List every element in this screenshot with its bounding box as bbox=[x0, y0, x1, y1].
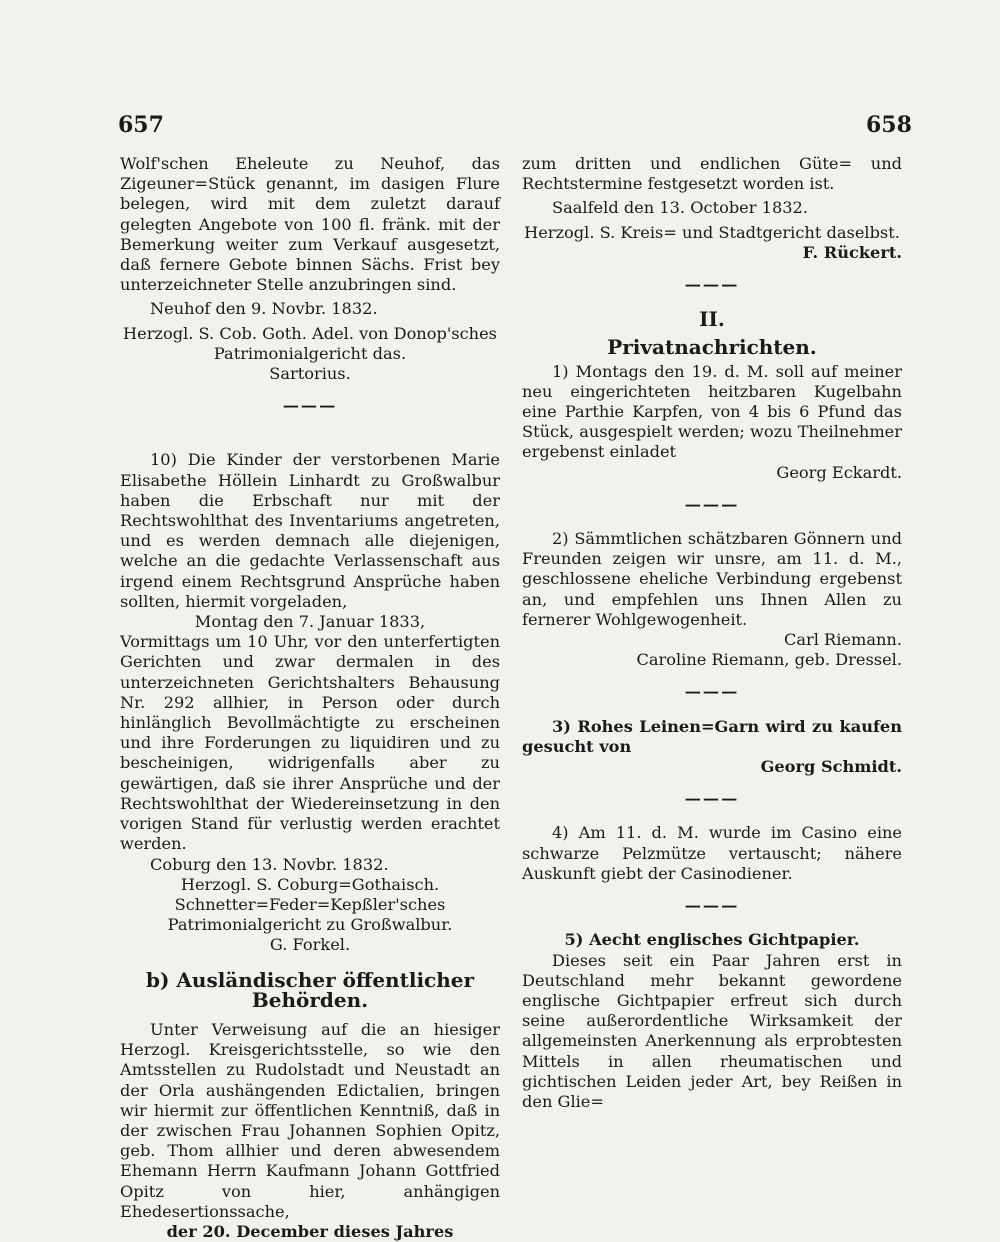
notice-date-coburg: Coburg den 13. Novbr. 1832. bbox=[150, 854, 389, 874]
notice-continuation: Wolf'schen Eheleute zu Neuhof, das Zigeuner=Stück genannt, im dasigen Flure belegen, wird mit dem zuletzt darauf gelegten Angebote von 100 fl. fränk. mit der Bemerkung weiter zum Verkauf ausgesetzt, daß fernere Gebote binnen Sächs. Frist bey unterzeichneter Stelle anzubringen sind. bbox=[120, 154, 500, 295]
ad-4-text: 4) Am 11. d. M. wurde im Casino eine schwarze Pelzmütze vertauscht; nähere Auskunft giebt der Casinodiener. bbox=[522, 823, 902, 883]
signature-rueckert: F. Rückert. bbox=[802, 242, 902, 262]
separator-rule: ——— bbox=[684, 275, 740, 295]
notice-10-text: 10) Die Kinder der verstorbenen Marie Elisabethe Höllein Linhardt zu Großwalbur haben die Erbschaft nur mit der Rechtswohlthat des Inventariums angetreten, und es werden demnach alle diejenigen, welche an die gedachte Verlassenschaft aus irgend einem Rechtsgrund Ansprüche haben sollten, hiermit vorgeladen, bbox=[120, 450, 500, 611]
ad-5-title: 5) Aecht englisches Gichtpapier. bbox=[564, 930, 860, 950]
right-column bbox=[522, 154, 902, 1112]
ad-1-text: 1) Montags den 19. d. M. soll auf meiner neu eingerichteten heitzbaren Kugelbahn eine Parthie Karpfen, von 4 bis 6 Pfund das Stück, ausgespielt werden; wozu Theilnehmer ergebenst einladet bbox=[522, 361, 902, 462]
edict-continuation: zum dritten und endlichen Güte= und Rechtstermine festgesetzt worden ist. bbox=[522, 154, 902, 194]
ad-2-signature-bride: Caroline Riemann, geb. Dressel. bbox=[636, 650, 902, 670]
edict-text: Unter Verweisung auf die an hiesiger Herzogl. Kreisgerichtsstelle, so wie den Amtsstellen zu Rudolstadt und Neustadt an der Orla aushängenden Edictalien, bringen wir hiermit zur öffentlichen Kenntniß, daß in der zwischen Frau Johannen Sophien Opitz, geb. Thom allhier und deren abwesendem Ehemann Herrn Kaufmann Johann Gottfried Opitz von hier, anhängigen Ehedesertionssache, bbox=[120, 1019, 500, 1221]
separator-rule: ——— bbox=[282, 396, 338, 416]
left-column bbox=[120, 154, 500, 1242]
signature-sartorius: Sartorius. bbox=[269, 364, 351, 384]
notice-date-saalfeld: Saalfeld den 13. October 1832. bbox=[552, 198, 808, 218]
page-number-left: 657 bbox=[118, 112, 164, 138]
section-title-private-news: Privatnachrichten. bbox=[607, 335, 817, 360]
notice-date-neuhof: Neuhof den 9. Novbr. 1832. bbox=[150, 299, 378, 319]
ad-2-text: 2) Sämmtlichen schätzbaren Gönnern und Freunden zeigen wir unsre, am 11. d. M., geschlossene eheliche Verbindung ergebenst an, und empfehlen uns Ihnen Allen zu fernerer Wohlgewogenheit. bbox=[522, 529, 902, 629]
signature-forkel: G. Forkel. bbox=[269, 935, 351, 955]
court-name-grosswalbur: Herzogl. S. Coburg=Gothaisch. Schnetter=Feder=Kepßler'sches Patrimonialgericht zu Großwalbur. bbox=[167, 874, 453, 935]
ad-2-signature-groom: Carl Riemann. bbox=[783, 630, 902, 650]
section-number: II. bbox=[699, 307, 725, 332]
edict-date-line: der 20. December dieses Jahres bbox=[166, 1221, 454, 1241]
ad-1-signature: Georg Eckardt. bbox=[776, 462, 902, 482]
page-number-right: 658 bbox=[866, 112, 912, 138]
notice-10-continuation: Vormittags um 10 Uhr, vor den unterfertigten Gerichten und zwar dermalen in des unterzeichneten Gerichtshalters Behausung Nr. 292 allhier, in Person oder durch hinlänglich Bevollmächtigte zu erscheinen und ihre Forderungen zu liquidiren und zu bescheinigen, widrigenfalls aber zu gewärtigen, daß sie ihrer Ansprüche und der Rechtswohlthat der Wiedereinsetzung in den vorigen Stand für verlustig werden erachtet werden. bbox=[120, 632, 500, 854]
ad-5-text: Dieses seit ein Paar Jahren erst in Deutschland mehr bekannt gewordene englische Gichtpapier erfreut sich durch seine außerordentliche Wirksamkeit der allgemeinsten Anerkennung als erprobtesten Mittels in allen rheumatischen und gichtischen Leiden jeder Art, bey Reißen in den Glie= bbox=[522, 950, 902, 1111]
court-name-saalfeld: Herzogl. S. Kreis= und Stadtgericht daselbst. bbox=[524, 222, 900, 242]
separator-rule: ——— bbox=[684, 789, 740, 809]
separator-rule: ——— bbox=[684, 896, 740, 916]
ad-3-signature: Georg Schmidt. bbox=[760, 757, 902, 777]
ad-3-text: 3) Rohes Leinen=Garn wird zu kaufen gesucht von bbox=[522, 716, 902, 756]
separator-rule: ——— bbox=[684, 494, 740, 514]
separator-rule: ——— bbox=[684, 682, 740, 702]
section-heading-foreign-authorities: b) Ausländischer öffentlicher Behörden. bbox=[145, 967, 475, 1012]
court-name-donop: Herzogl. S. Cob. Goth. Adel. von Donop'sches Patrimonialgericht das. bbox=[123, 323, 497, 363]
summons-date: Montag den 7. Januar 1833, bbox=[194, 612, 426, 632]
